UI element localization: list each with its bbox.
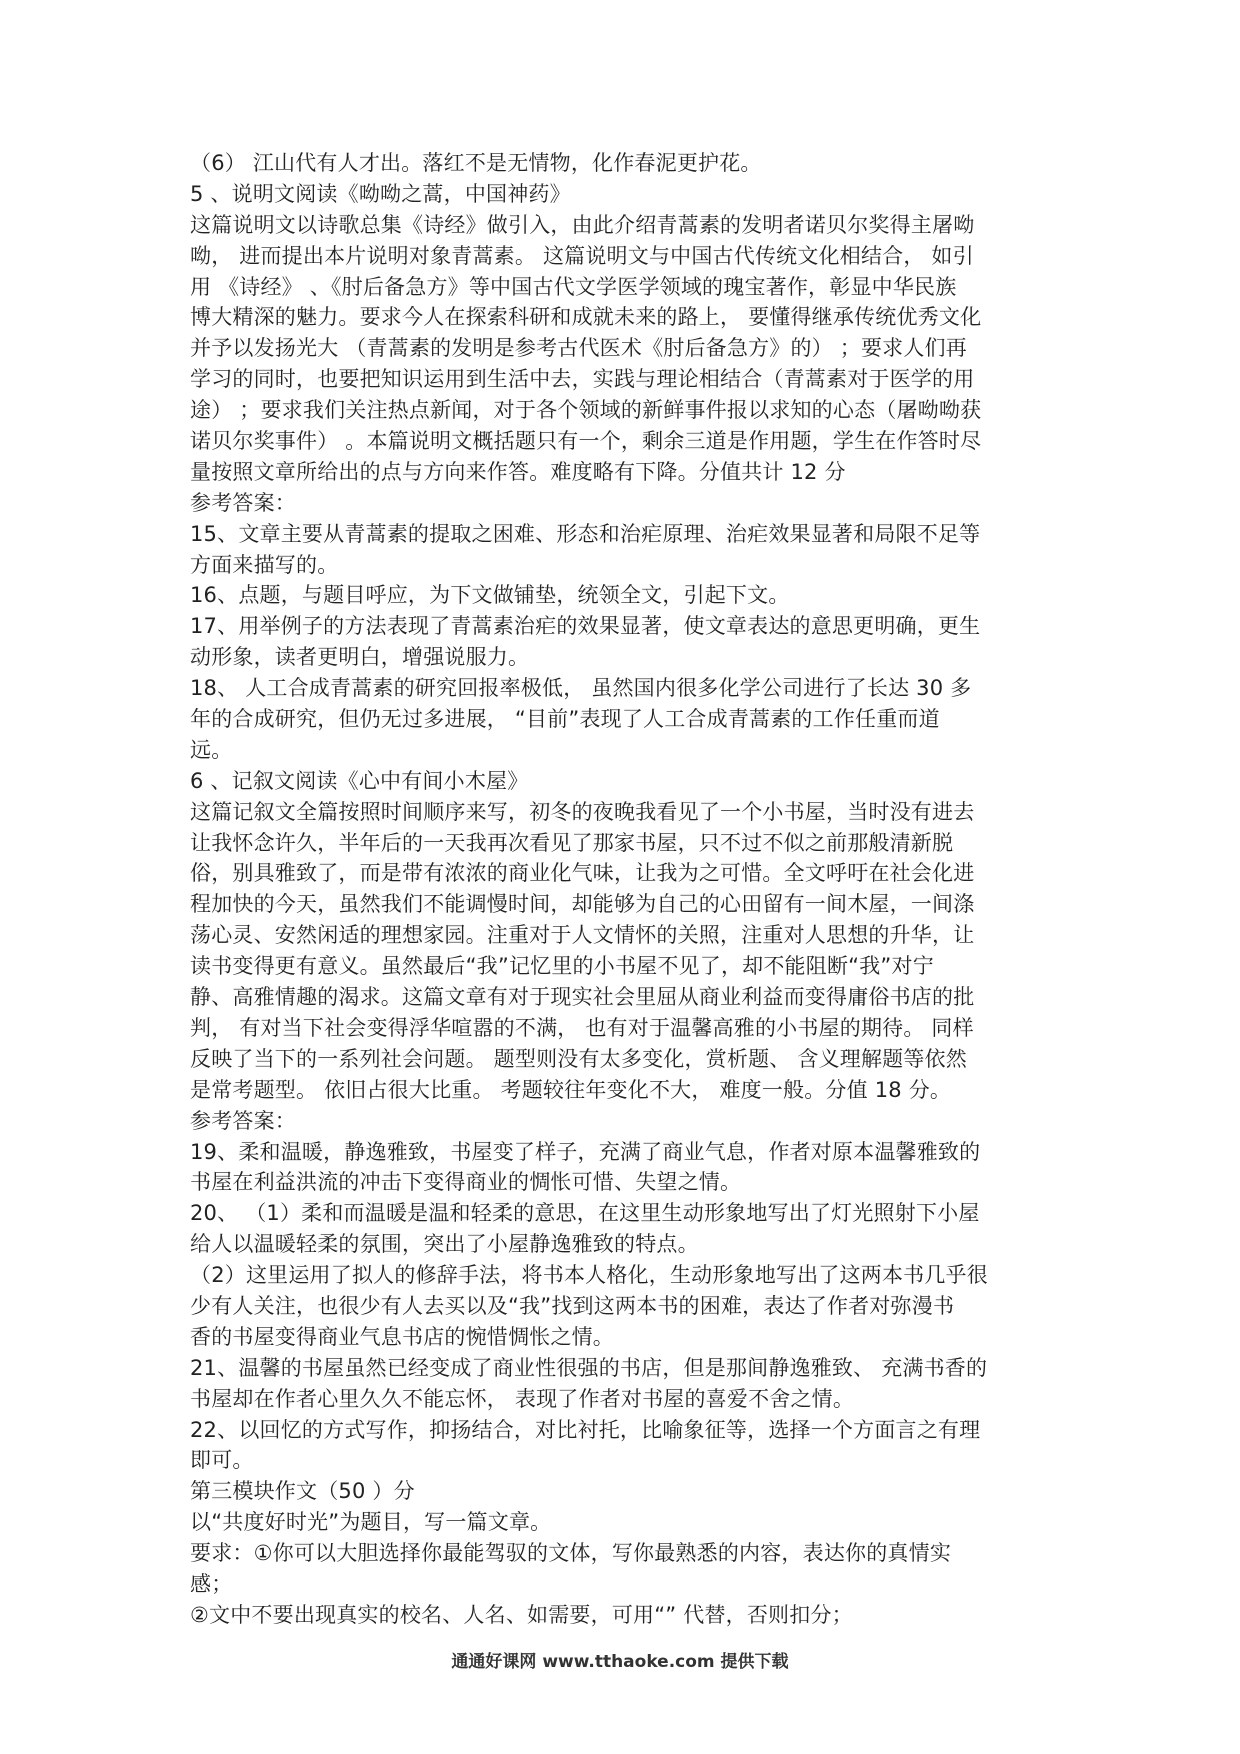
text-line: 这篇说明文以诗歌总集《诗经》做引入，由此介绍青蒿素的发明者诺贝尔奖得主屠呦 (190, 212, 975, 237)
text-line: 动形象，读者更明白，增强说服力。 (190, 645, 530, 670)
text-line: 5 、说明文阅读《呦呦之蒿，中国神药》 (190, 181, 571, 206)
text-line: 用 《诗经》 、《肘后备急方》等中国古代文学医学领域的瑰宝著作，彰显中华民族 (190, 274, 957, 299)
text-line: 要求：①你可以大胆选择你最能驾驭的文体，写你最熟悉的内容，表达你的真情实 (190, 1541, 952, 1566)
document-body (190, 148, 1060, 1631)
text-line: 6 、记叙文阅读《心中有间小木屋》 (190, 768, 529, 793)
text-line: 18、 人工合成青蒿素的研究回报率极低， 虽然国内很多化学公司进行了长达 30 多 (190, 676, 972, 701)
text-line: 第三模块作文（50 ）分 (190, 1479, 415, 1504)
text-line: ②文中不要出现真实的校名、人名、如需要，可用“” 代替，否则扣分； (190, 1602, 853, 1627)
text-line: 方面来描写的。 (190, 552, 339, 577)
text-line: 判， 有对当下社会变得浮华喧嚣的不满， 也有对于温馨高雅的小书屋的期待。 同样 (190, 1015, 974, 1040)
text-line: 17、用举例子的方法表现了青蒿素治疟的效果显著，使文章表达的意思更明确，更生 (190, 614, 981, 639)
text-line: 香的书屋变得商业气息书店的惋惜惆怅之情。 (190, 1324, 614, 1349)
text-line: 诺贝尔奖事件） 。本篇说明文概括题只有一个，剩余三道是作用题，学生在作答时尽 (190, 429, 982, 454)
text-line: 以“共度好时光”为题目，写一篇文章。 (190, 1510, 552, 1535)
text-line: （2）这里运用了拟人的修辞手法，将书本人格化，生动形象地写出了这两本书几乎很 (190, 1263, 988, 1288)
text-line: 书屋在利益洪流的冲击下变得商业的惆怅可惜、失望之情。 (190, 1170, 742, 1195)
text-line: 年的合成研究，但仍无过多进展， “目前”表现了人工合成青蒿素的工作任重而道 (190, 707, 940, 732)
text-line: 21、温馨的书屋虽然已经变成了商业性很强的书店，但是那间静逸雅致、 充满书香的 (190, 1355, 988, 1380)
text-line: 博大精深的魅力。要求今人在探索科研和成就未来的路上， 要懂得继承传统优秀文化 (190, 305, 982, 330)
text-line: 给人以温暖轻柔的氛围，突出了小屋静逸雅致的特点。 (190, 1232, 699, 1257)
text-line: 远。 (190, 737, 233, 762)
text-line: 量按照文章所给出的点与方向来作答。难度略有下降。分值共计 12 分 (190, 459, 846, 484)
text-line: 参考答案： (190, 1108, 296, 1133)
text-line: 即可。 (190, 1448, 254, 1473)
text-line: 反映了当下的一系列社会问题。 题型则没有太多变化，赏析题、 含义理解题等依然 (190, 1046, 967, 1071)
text-line: 感； (190, 1571, 233, 1596)
text-line: 这篇记叙文全篇按照时间顺序来写，初冬的夜晚我看见了一个小书屋，当时没有进去 (190, 799, 975, 824)
text-line: 参考答案： (190, 490, 296, 515)
text-line: （6） 江山代有人才出。落红不是无情物，化作春泥更护花。 (190, 151, 762, 175)
text-line: 静、高雅情趣的渴求。这篇文章有对于现实社会里屈从商业利益而变得庸俗书店的批 (190, 985, 975, 1010)
text-line: 呦， 进而提出本片说明对象青蒿素。 这篇说明文与中国古代传统文化相结合， 如引 (190, 243, 974, 268)
text-line: 俗，别具雅致了，而是带有浓浓的商业化气味，让我为之可惜。全文呼吁在社会化进 (190, 861, 975, 886)
text-line: 16、点题，与题目呼应，为下文做铺垫，统领全文，引起下文。 (190, 583, 790, 608)
text-line: 让我怀念许久，半年后的一天我再次看见了那家书屋，只不过不似之前那般清新脱 (190, 830, 954, 855)
text-line: 荡心灵、安然闲适的理想家园。注重对于人文情怀的关照，注重对人思想的升华，让 (190, 923, 975, 948)
text-line: 学习的同时，也要把知识运用到生活中去，实践与理论相结合（青蒿素对于医学的用 (190, 367, 975, 392)
text-line: 19、柔和温暖，静逸雅致，书屋变了样子，充满了商业气息，作者对原本温馨雅致的 (190, 1139, 981, 1164)
text-line: 是常考题型。 依旧占很大比重。 考题较往年变化不大， 难度一般。分值 18 分。 (190, 1077, 952, 1102)
text-line: 少有人关注，也很少有人去买以及“我”找到这两本书的困难，表达了作者对弥漫书 (190, 1293, 955, 1318)
text-line: 22、以回忆的方式写作，抑扬结合，对比衬托，比喻象征等，选择一个方面言之有理 (190, 1417, 981, 1442)
text-line: 程加快的今天，虽然我们不能调慢时间，却能够为自己的心田留有一间木屋，一间涤 (190, 892, 975, 917)
text-line: 书屋却在作者心里久久不能忘怀， 表现了作者对书屋的喜爱不舍之情。 (190, 1386, 855, 1411)
text-line: 20、 （1）柔和而温暖是温和轻柔的意思，在这里生动形象地写出了灯光照射下小屋 (190, 1201, 980, 1226)
text-line: 15、文章主要从青蒿素的提取之困难、形态和治疟原理、治疟效果显著和局限不足等 (190, 521, 981, 546)
text-line: 并予以发扬光大 （青蒿素的发明是参考古代医术《肘后备急方》的） ；要求人们再 (190, 336, 967, 361)
text-line: 读书变得更有意义。虽然最后“我”记忆里的小书屋不见了，却不能阻断“我”对宁 (190, 954, 934, 979)
text-line: 途） ；要求我们关注热点新闻，对于各个领域的新鲜事件报以求知的心态（屠呦呦获 (190, 398, 982, 423)
page-footer: 通通好课网 www.tthaoke.com 提供下载 (451, 1652, 789, 1672)
